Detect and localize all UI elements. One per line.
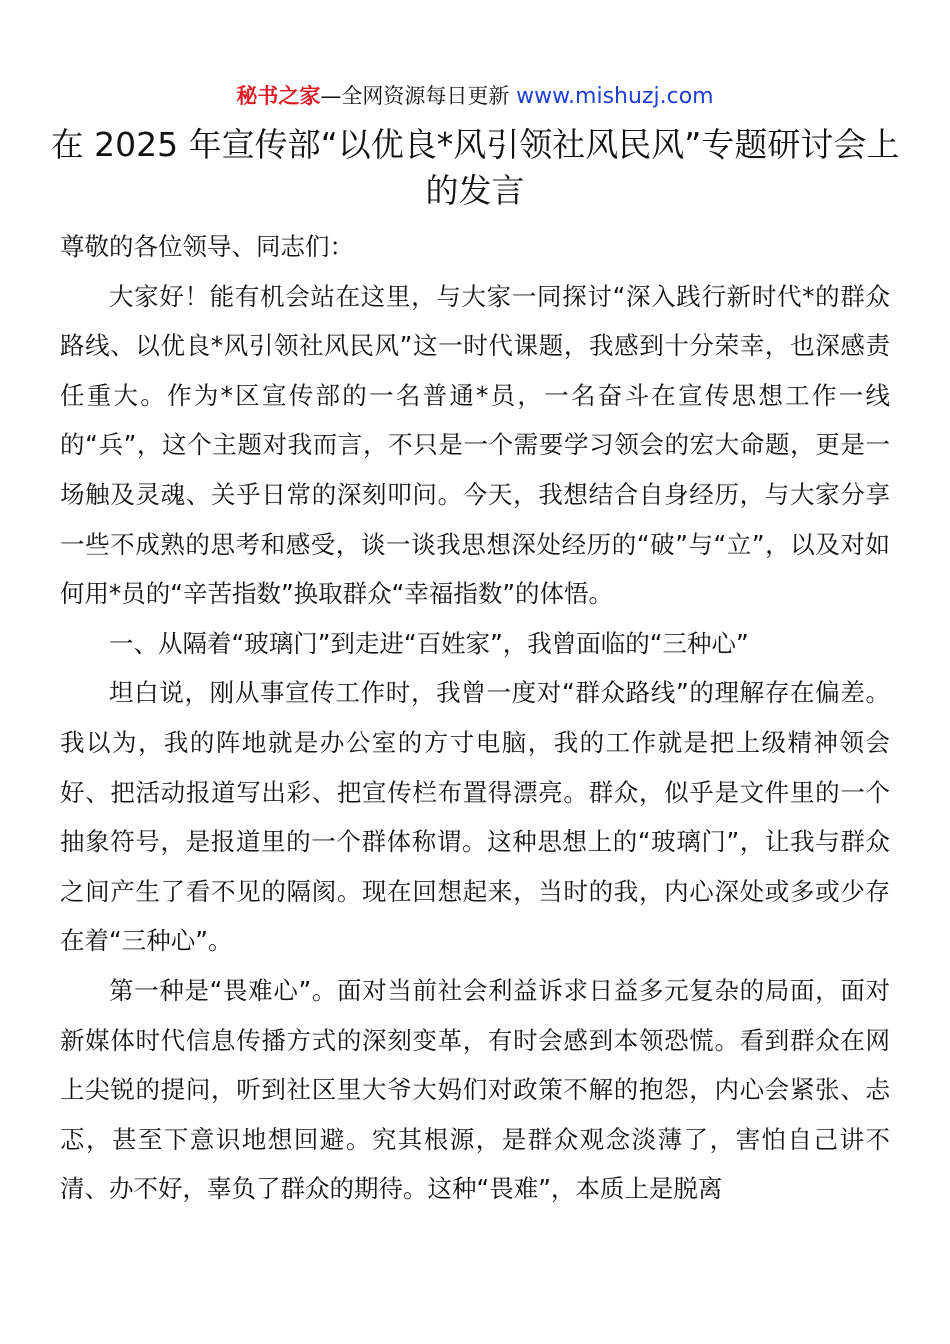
document-body bbox=[60, 222, 890, 1214]
banner-tagline: —全网资源每日更新 bbox=[320, 84, 510, 108]
paragraph-section-1: 坦白说，刚从事宣传工作时，我曾一度对“群众路线”的理解存在偏差。我以为，我的阵地就是办公室的方寸电脑，我的工作就是把上级精神领会好、把活动报道写出彩、把宣传栏布置得漂亮。群众，似乎是文件里的一个抽象符号，是报道里的一个群体称谓。这种思想上的“玻璃门”，让我与群众之间产生了看不见的隔阂。现在回想起来，当时的我，内心深处或多或少存在着“三种心”。 bbox=[60, 678, 890, 956]
section-heading: 一、从隔着“玻璃门”到走进“百姓家”，我曾面临的“三种心” bbox=[109, 628, 749, 658]
paragraph-intro: 大家好！能有机会站在这里，与大家一同探讨“深入践行新时代*的群众路线、以优良*风引领社风民风”这一时代课题，我感到十分荣幸，也深感责任重大。作为*区宣传部的一名普通*员，一名奋斗在宣传思想工作一线的“兵”，这个主题对我而言，不只是一个需要学习领会的宏大命题，更是一场触及灵魂、关乎日常的深刻叩问。今天，我想结合自身经历，与大家分享一些不成熟的思考和感受，谈一谈我思想深处经历的“破”与“立”，以及对如何用*员的“辛苦指数”换取群众“幸福指数”的体悟。 bbox=[60, 281, 890, 609]
document-title: 在 2025 年宣传部“以优良*风引领社风民风”专题研讨会上的发言 bbox=[50, 125, 900, 210]
salutation: 尊敬的各位领导、同志们： bbox=[60, 232, 354, 261]
brand-name: 秘书之家 bbox=[236, 84, 321, 108]
site-url-link[interactable]: www.mishuzj.com bbox=[516, 84, 714, 109]
site-banner bbox=[0, 80, 950, 113]
paragraph-section-2: 第一种是“畏难心”。面对当前社会利益诉求日益多元复杂的局面，面对新媒体时代信息传播方式的深刻变革，有时会感到本领恐慌。看到群众在网上尖锐的提问，听到社区里大爷大妈们对政策不解的抱怨，内心会紧张、忐忑，甚至下意识地想回避。究其根源，是群众观念淡薄了，害怕自己讲不清、办不好，辜负了群众的期待。这种“畏难”，本质上是脱离 bbox=[60, 975, 890, 1204]
